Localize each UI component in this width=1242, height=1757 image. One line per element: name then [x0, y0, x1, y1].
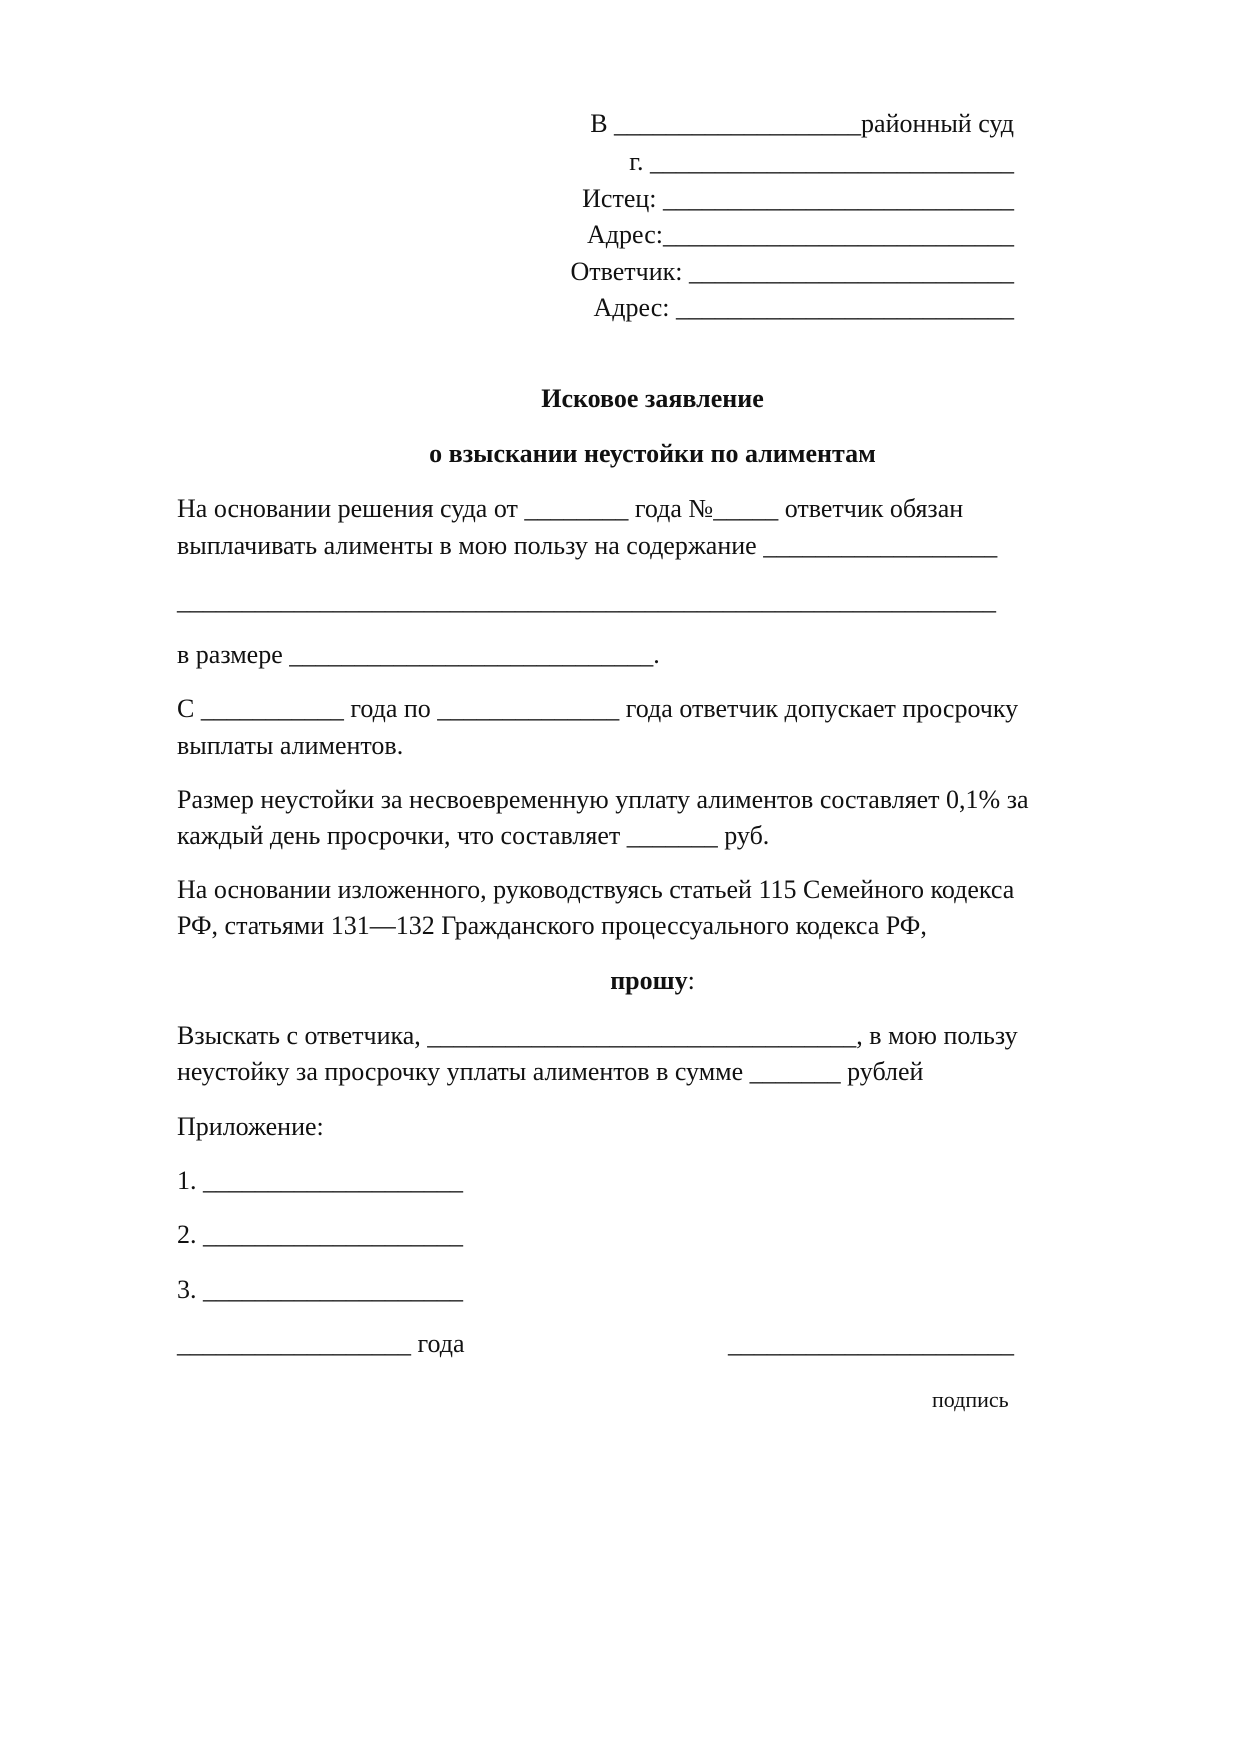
- paragraph-decision-line3: _______________________________________________________________: [177, 586, 996, 615]
- paragraph-claim-line1: Взыскать с ответчика, _________________________________, в мою пользу: [177, 1021, 1018, 1050]
- header-plaintiff-address: Адрес:___________________________: [587, 220, 1014, 249]
- document-title: Исковое заявление: [541, 384, 764, 413]
- request-word: прошу: [610, 966, 688, 995]
- paragraph-penalty-line1: Размер неустойки за несвоевременную уплату алиментов составляет 0,1% за: [177, 785, 1029, 814]
- paragraph-amount: в размере ____________________________.: [177, 640, 660, 669]
- header-court: В ___________________районный суд: [590, 109, 1014, 138]
- header-defendant: Ответчик: _________________________: [570, 257, 1014, 286]
- attachment-item-2: 2. ____________________: [177, 1220, 463, 1249]
- paragraph-decision-line2: выплачивать алименты в мою пользу на содержание __________________: [177, 531, 998, 560]
- footer-date: __________________ года: [177, 1329, 465, 1358]
- attachments-heading: Приложение:: [177, 1112, 324, 1141]
- footer-signature-label: подпись: [932, 1387, 1009, 1412]
- header-city: г. ____________________________: [629, 147, 1014, 176]
- header-defendant-address: Адрес: __________________________: [593, 293, 1014, 322]
- paragraph-delay-line2: выплаты алиментов.: [177, 731, 404, 760]
- paragraph-legal-basis-line2: РФ, статьями 131—132 Гражданского процессуального кодекса РФ,: [177, 911, 927, 940]
- header-plaintiff: Истец: ___________________________: [582, 184, 1014, 213]
- attachment-item-1: 1. ____________________: [177, 1166, 463, 1195]
- paragraph-penalty-line2: каждый день просрочки, что составляет _______ руб.: [177, 821, 770, 850]
- attachment-item-3: 3. ____________________: [177, 1275, 463, 1304]
- request-colon: :: [687, 966, 695, 995]
- paragraph-legal-basis-line1: На основании изложенного, руководствуясь статьей 115 Семейного кодекса: [177, 875, 1015, 904]
- paragraph-delay-line1: С ___________ года по ______________ года ответчик допускает просрочку: [177, 694, 1019, 723]
- paragraph-claim-line2: неустойку за просрочку уплаты алиментов в сумме _______ рублей: [177, 1057, 924, 1086]
- paragraph-decision-line1: На основании решения суда от ________ года №_____ ответчик обязан: [177, 494, 964, 523]
- request-heading: [0, 965, 1242, 997]
- document-subtitle: о взыскании неустойки по алиментам: [429, 439, 876, 468]
- footer-signature-line: ______________________: [728, 1329, 1014, 1358]
